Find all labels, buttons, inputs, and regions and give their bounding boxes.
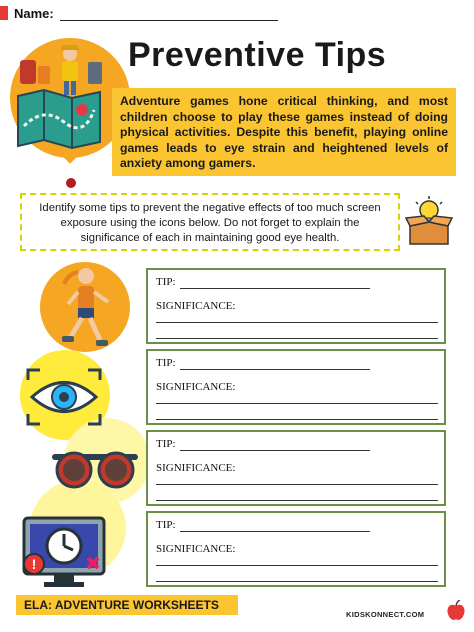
tip-card-3: [146, 430, 446, 506]
significance-label: SIGNIFICANCE:: [156, 462, 236, 474]
eye-icon: [24, 366, 104, 428]
jogger-icon: [56, 264, 118, 350]
significance-label: SIGNIFICANCE:: [156, 300, 236, 312]
significance-answer-line[interactable]: [156, 484, 438, 485]
lightbulb-box-icon: [404, 196, 454, 246]
significance-answer-line[interactable]: [156, 581, 438, 582]
significance-label: SIGNIFICANCE:: [156, 543, 236, 555]
tip-card-1: [146, 268, 446, 344]
significance-answer-line[interactable]: [156, 403, 438, 404]
tip-label: TIP:: [156, 519, 176, 531]
publisher-site: KIDSKONNECT.COM: [346, 610, 425, 619]
intro-paragraph: Adventure games hone critical thinking, and most children choose to play these games instead of doing physical activities. Despite this benefit, playing online games leads to eye strain and heightened levels of anxiety among gamers.: [112, 88, 456, 176]
significance-answer-line[interactable]: [156, 565, 438, 566]
tip-label: TIP:: [156, 276, 176, 288]
tip-answer-field[interactable]: [180, 531, 370, 532]
page-title: Preventive Tips: [128, 36, 387, 74]
tip-answer-field[interactable]: [180, 450, 370, 451]
instructions: Identify some tips to prevent the negative effects of too much screen exposure using the icons below. Do not forget to explain the significance of each in maintaining good eye health.: [20, 193, 400, 251]
significance-answer-line[interactable]: [156, 419, 438, 420]
worksheet-series-label: ELA: ADVENTURE WORKSHEETS: [16, 595, 238, 615]
tip-answer-field[interactable]: [180, 369, 370, 370]
map-icon: [14, 86, 104, 150]
tip-card-4: [146, 511, 446, 587]
tip-card-2: [146, 349, 446, 425]
name-label: Name:: [14, 6, 54, 21]
significance-answer-line[interactable]: [156, 500, 438, 501]
apple-logo-icon: [446, 600, 466, 622]
name-bar: [0, 0, 474, 26]
tip-label: TIP:: [156, 357, 176, 369]
header-accent: [0, 6, 8, 20]
significance-answer-line[interactable]: [156, 338, 438, 339]
sunglasses-icon: [50, 446, 140, 490]
svg-text:!: !: [31, 556, 37, 572]
pin-dot: [66, 178, 76, 188]
tip-label: TIP:: [156, 438, 176, 450]
screen-timer-icon: [18, 512, 110, 592]
name-field[interactable]: [60, 20, 278, 21]
significance-answer-line[interactable]: [156, 322, 438, 323]
tip-answer-field[interactable]: [180, 288, 370, 289]
significance-label: SIGNIFICANCE:: [156, 381, 236, 393]
